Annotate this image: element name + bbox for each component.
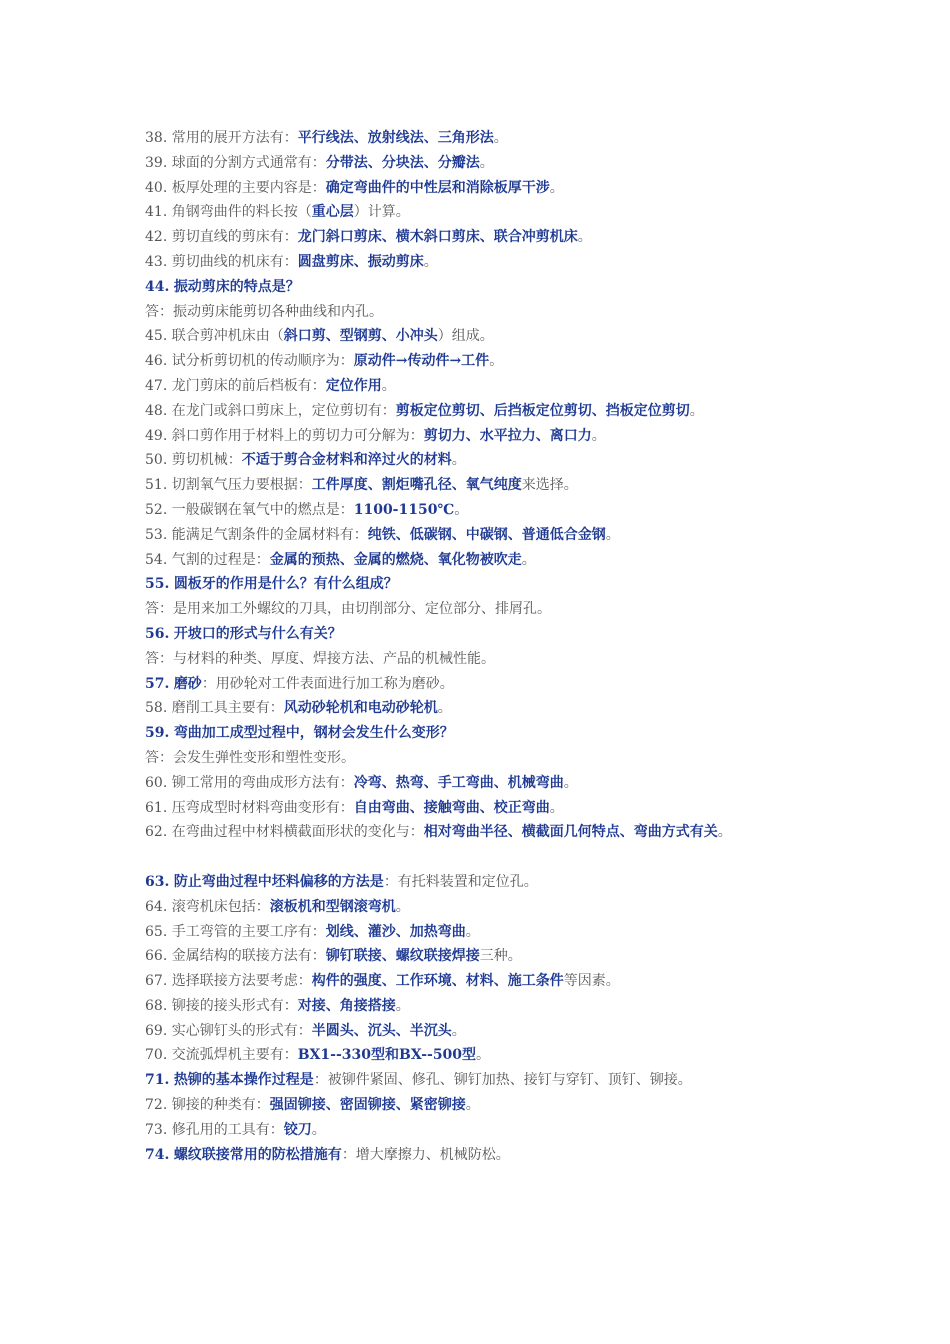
item-text: 切割氧气压力要根据：: [171, 477, 312, 494]
item-number: 57.: [145, 675, 170, 692]
item-number: 65.: [145, 923, 168, 940]
item-text: 来选择。: [521, 477, 578, 494]
highlighted-text: 重心层: [311, 204, 354, 221]
list-item: [145, 696, 825, 721]
highlighted-text: 铆钉联接、螺纹联接焊接: [325, 948, 480, 965]
list-item: [145, 1118, 825, 1143]
highlighted-text: 热铆的基本操作过程是: [173, 1072, 314, 1089]
item-text: ：被铆件紧固、修孔、铆钉加热、接钉与穿钉、顶钉、铆接。: [313, 1072, 692, 1089]
item-number: 48.: [145, 402, 168, 419]
list-item: [145, 1019, 825, 1044]
item-text: 交流弧焊机主要有：: [171, 1047, 298, 1064]
item-number: 56.: [145, 625, 170, 642]
list-item: [145, 424, 825, 449]
highlighted-text: 开坡口的形式与什么有关？: [173, 625, 342, 642]
item-text: 。: [395, 997, 410, 1014]
highlighted-text: 分带法、分块法、分瓣法: [325, 154, 480, 171]
list-item: [145, 548, 825, 573]
list-item: [145, 473, 825, 498]
highlighted-text: 工件厚度、割炬嘴孔径、氧气纯度: [311, 477, 522, 494]
list-item: [145, 969, 825, 994]
item-text: 。: [549, 179, 564, 196]
item-text: 气割的过程是：: [171, 551, 270, 568]
list-item: [145, 399, 825, 424]
item-text: 在弯曲过程中材料横截面形状的变化与：: [171, 824, 424, 841]
item-text: ）计算。: [353, 204, 410, 221]
highlighted-text: 铰刀: [283, 1121, 312, 1138]
item-text: 滚弯机床包括：: [171, 898, 270, 915]
highlighted-text: 强固铆接、密固铆接、紧密铆接: [269, 1097, 466, 1114]
answer-line: [145, 300, 825, 325]
item-number: 58.: [145, 700, 168, 717]
item-text: ：有托料装置和定位孔。: [383, 873, 538, 890]
item-number: 53.: [145, 526, 168, 543]
list-item: [145, 498, 825, 523]
item-text: 答：与材料的种类、厚度、焊接方法、产品的机械性能。: [145, 650, 495, 667]
item-text: 答：振动剪床能剪切各种曲线和内孔。: [145, 303, 383, 320]
list-item: [145, 895, 825, 920]
list-item: [145, 1068, 825, 1093]
list-item: [145, 176, 825, 201]
highlighted-text: 磨砂: [173, 675, 202, 692]
item-number: 54.: [145, 551, 168, 568]
highlighted-text: 原动件→传动件→工件: [353, 353, 490, 370]
item-text: ：用砂轮对工件表面进行加工称为磨砂。: [201, 675, 454, 692]
item-text: 龙门剪床的前后档板有：: [171, 377, 326, 394]
item-text: 。: [395, 898, 410, 915]
item-number: 42.: [145, 229, 168, 246]
highlighted-text: 风动砂轮机和电动砂轮机: [283, 700, 438, 717]
item-text: 修孔用的工具有：: [171, 1121, 284, 1138]
item-text: 。: [577, 229, 592, 246]
item-number: 52.: [145, 501, 168, 518]
item-text: 剪切曲线的机床有：: [171, 253, 298, 270]
item-text: 。: [521, 551, 536, 568]
list-item: [145, 1093, 825, 1118]
list-item: [145, 920, 825, 945]
highlighted-text: 平行线法、放射线法、三角形法: [297, 130, 494, 146]
item-text: 手工弯管的主要工序有：: [171, 923, 326, 940]
item-text: 球面的分割方式通常有：: [171, 154, 326, 171]
item-number: 49.: [145, 427, 168, 444]
highlighted-text: 构件的强度、工作环境、材料、施工条件: [311, 973, 564, 990]
item-text: ：增大摩擦力、机械防松。: [341, 1146, 510, 1163]
answer-line: [145, 597, 825, 622]
highlighted-text: BX1--330型和BX--500型: [297, 1047, 477, 1064]
highlighted-text: 防止弯曲过程中坯料偏移的方法是: [173, 873, 384, 890]
highlighted-text: 龙门斜口剪床、横木斜口剪床、联合冲剪机床: [297, 229, 578, 246]
highlighted-text: 确定弯曲件的中性层和消除板厚干涉: [325, 179, 550, 196]
list-item: [145, 200, 825, 225]
list-item: [145, 796, 825, 821]
item-number: 63.: [145, 873, 170, 890]
list-item: [145, 225, 825, 250]
item-number: 59.: [145, 725, 170, 742]
list-item: [145, 126, 825, 151]
item-text: 联合剪冲机床由（: [171, 328, 284, 345]
document-body: [145, 126, 825, 1167]
list-item: [145, 771, 825, 796]
item-number: 69.: [145, 1022, 168, 1039]
item-text: 。: [717, 824, 732, 841]
item-number: 71.: [145, 1072, 170, 1089]
list-item: [145, 324, 825, 349]
list-item: [145, 1143, 825, 1168]
item-text: 铆接的接头形式有：: [171, 997, 298, 1014]
highlighted-text: 1100-1150℃: [353, 501, 455, 518]
highlighted-text: 半圆头、沉头、半沉头: [311, 1022, 452, 1039]
item-text: 。: [549, 799, 564, 816]
highlighted-text: 弯曲加工成型过程中，钢材会发生什么变形？: [173, 725, 454, 742]
item-text: 。: [476, 1047, 491, 1064]
item-text: 磨削工具主要有：: [171, 700, 284, 717]
list-item: [145, 523, 825, 548]
blank-line: [145, 845, 825, 870]
highlighted-text: 剪板定位剪切、后挡板定位剪切、挡板定位剪切: [395, 402, 690, 419]
item-text: 。: [451, 1022, 466, 1039]
highlighted-text: 不适于剪合金材料和淬过火的材料: [241, 452, 452, 469]
item-text: 答：是用来加工外螺纹的刀具，由切削部分、定位部分、排屑孔。: [145, 601, 551, 618]
item-text: 斜口剪作用于材料上的剪切力可分解为：: [171, 427, 424, 444]
list-item: [145, 374, 825, 399]
item-text: 铆接的种类有：: [171, 1097, 270, 1114]
item-number: 67.: [145, 973, 168, 990]
item-text: 。: [465, 1097, 480, 1114]
item-number: 55.: [145, 576, 170, 593]
item-text: ）组成。: [437, 328, 494, 345]
highlighted-text: 冷弯、热弯、手工弯曲、机械弯曲: [353, 774, 564, 791]
item-number: 70.: [145, 1047, 168, 1064]
item-text: 。: [454, 501, 469, 518]
item-number: 45.: [145, 328, 168, 345]
item-text: 。: [465, 923, 480, 940]
item-text: 。: [451, 452, 466, 469]
item-text: 在龙门或斜口剪床上，定位剪切有：: [171, 402, 396, 419]
item-number: 47.: [145, 377, 168, 394]
highlighted-text: 划线、灌沙、加热弯曲: [325, 923, 466, 940]
item-text: 板厚处理的主要内容是：: [171, 179, 326, 196]
item-text: 铆工常用的弯曲成形方法有：: [171, 774, 354, 791]
item-text: 剪切直线的剪床有：: [171, 229, 298, 246]
item-number: 41.: [145, 204, 168, 221]
item-text: 压弯成型时材料弯曲变形有：: [171, 799, 354, 816]
highlighted-text: 滚板机和型钢滚弯机: [269, 898, 396, 915]
highlighted-text: 振动剪床的特点是？: [173, 278, 300, 295]
item-number: 46.: [145, 353, 168, 370]
item-text: 。: [689, 402, 704, 419]
highlighted-text: 自由弯曲、接触弯曲、校正弯曲: [353, 799, 550, 816]
highlighted-text: 金属的预热、金属的燃烧、氧化物被吹走: [269, 551, 522, 568]
item-number: 51.: [145, 477, 168, 494]
list-item: [145, 994, 825, 1019]
item-number: 43.: [145, 253, 168, 270]
highlighted-text: 纯铁、低碳钢、中碳钢、普通低合金钢: [367, 526, 606, 543]
item-text: 。: [381, 377, 396, 394]
item-number: 39.: [145, 154, 168, 171]
item-text: 剪切机械：: [171, 452, 242, 469]
item-number: 60.: [145, 774, 168, 791]
item-number: 72.: [145, 1097, 168, 1114]
item-number: 66.: [145, 948, 168, 965]
item-text: 一般碳钢在氧气中的燃点是：: [171, 501, 354, 518]
item-text: 。: [591, 427, 606, 444]
item-text: 。: [605, 526, 620, 543]
item-text: 。: [479, 154, 494, 171]
item-text: 。: [493, 130, 508, 146]
item-number: 50.: [145, 452, 168, 469]
answer-line: [145, 746, 825, 771]
item-number: 64.: [145, 898, 168, 915]
highlighted-text: 螺纹联接常用的防松措施有: [173, 1146, 342, 1163]
item-text: 。: [563, 774, 578, 791]
list-item: [145, 448, 825, 473]
item-text: 能满足气割条件的金属材料有：: [171, 526, 368, 543]
item-text: 三种。: [479, 948, 522, 965]
list-item: [145, 672, 825, 697]
list-item: [145, 870, 825, 895]
item-text: 常用的展开方法有：: [171, 130, 298, 146]
item-text: 选择联接方法要考虑：: [171, 973, 312, 990]
item-number: 40.: [145, 179, 168, 196]
item-text: 金属结构的联接方法有：: [171, 948, 326, 965]
list-item: [145, 275, 825, 300]
list-item: [145, 721, 825, 746]
item-number: 61.: [145, 799, 168, 816]
item-text: 。: [311, 1121, 326, 1138]
highlighted-text: 圆板牙的作用是什么？有什么组成？: [173, 576, 398, 593]
list-item: [145, 944, 825, 969]
list-item: [145, 622, 825, 647]
answer-line: [145, 647, 825, 672]
item-text: 角钢弯曲件的料长按（: [171, 204, 312, 221]
highlighted-text: 相对弯曲半径、横截面几何特点、弯曲方式有关: [423, 824, 718, 841]
item-number: 68.: [145, 997, 168, 1014]
item-number: 44.: [145, 278, 170, 295]
list-item: [145, 1043, 825, 1068]
highlighted-text: 剪切力、水平拉力、离口力: [423, 427, 592, 444]
item-text: 实心铆钉头的形式有：: [171, 1022, 312, 1039]
list-item: [145, 151, 825, 176]
item-text: 等因素。: [563, 973, 620, 990]
list-item: [145, 349, 825, 374]
item-number: 74.: [145, 1146, 170, 1163]
item-text: 。: [489, 353, 504, 370]
item-text: 试分析剪切机的传动顺序为：: [171, 353, 354, 370]
highlighted-text: 对接、角接搭接: [297, 997, 396, 1014]
item-number: 73.: [145, 1121, 168, 1138]
item-text: 答：会发生弹性变形和塑性变形。: [145, 749, 355, 766]
item-text: 。: [423, 253, 438, 270]
list-item: [145, 572, 825, 597]
highlighted-text: 圆盘剪床、振动剪床: [297, 253, 424, 270]
item-text: 。: [437, 700, 452, 717]
highlighted-text: 定位作用: [325, 377, 382, 394]
list-item: [145, 250, 825, 275]
item-number: 38.: [145, 130, 168, 146]
highlighted-text: 斜口剪、型钢剪、小冲头: [283, 328, 438, 345]
list-item: [145, 820, 825, 845]
item-number: 62.: [145, 824, 168, 841]
